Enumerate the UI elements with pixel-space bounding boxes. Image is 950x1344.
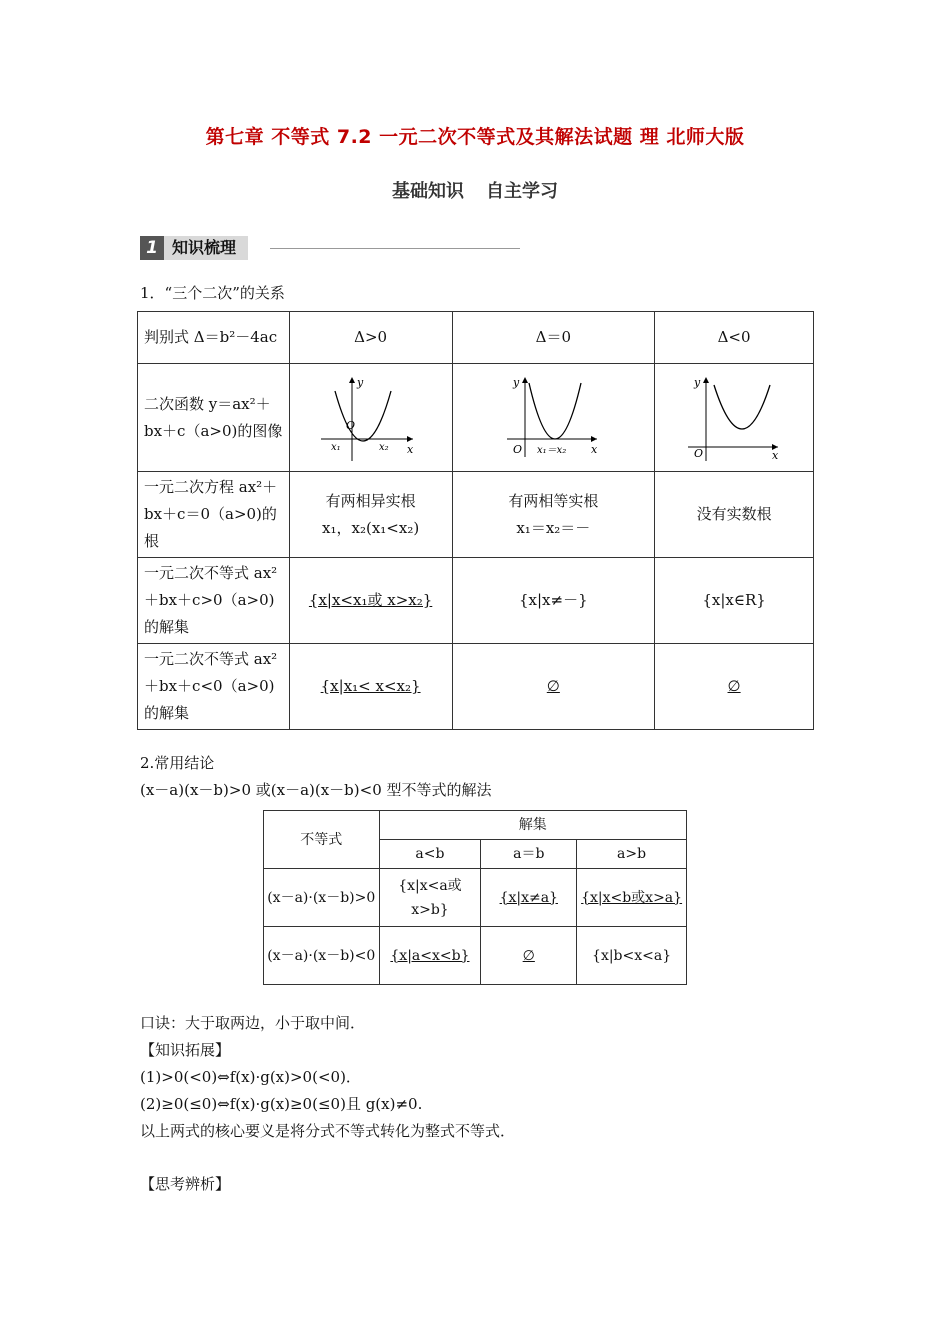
lt-solution-a-greater-b: {x|b<x<a} [577, 927, 687, 985]
graph-two-roots [289, 364, 452, 472]
extension-summary: 以上两式的核心要义是将分式不等式转化为整式不等式． [140, 1122, 516, 1140]
delta-negative-header: Δ<0 [655, 312, 814, 364]
item1-heading: 1．“三个二次”的关系 [140, 284, 285, 302]
gt-solution-two-roots: {x|x<x₁或 x>x₂} [289, 558, 452, 644]
svg-text:O: O [694, 446, 704, 460]
svg-text:x: x [591, 442, 598, 456]
extension-item-1: (1)>0(<0)⇔f(x)·g(x)>0(<0)． [140, 1068, 361, 1086]
svg-text:x₁＝x₂: x₁＝x₂ [537, 444, 567, 456]
roots-row-label: 一元二次方程 ax²＋bx＋c＝0（a>0)的根 [138, 472, 290, 558]
gt-solution-a-greater-b: {x|x<b或x>a} [577, 869, 687, 927]
three-quadratics-table [137, 311, 814, 730]
case-a-less-b: a<b [379, 840, 481, 869]
lt-solution-double-root: ∅ [452, 644, 655, 730]
roots-double: 有两相等实根 x₁＝x₂＝－ [452, 472, 655, 558]
item2-subheading: (x－a)(x－b)>0 或(x－a)(x－b)<0 型不等式的解法 [140, 781, 492, 799]
extension-item-2: (2)≥0(≤0)⇔f(x)·g(x)≥0(≤0)且 g(x)≠0. [140, 1095, 423, 1113]
gt-inequality-label: (x－a)·(x－b)>0 [264, 869, 380, 927]
svg-text:y: y [694, 375, 701, 389]
graph-no-root [655, 364, 814, 472]
roots-none: 没有实数根 [655, 472, 814, 558]
delta-positive-header: Δ>0 [289, 312, 452, 364]
lt-row-label: 一元二次不等式 ax²＋bx＋c<0（a>0)的解集 [138, 644, 290, 730]
extension-title: 【知识拓展】 [140, 1041, 231, 1059]
svg-text:x: x [772, 448, 779, 462]
svg-text:x₁: x₁ [330, 441, 341, 453]
page-title: 第七章 不等式 7.2 一元二次不等式及其解法试题 理 北师大版 [205, 126, 745, 148]
svg-text:O: O [513, 442, 523, 456]
factored-inequality-table [263, 810, 687, 985]
case-a-equal-b: a＝b [481, 840, 577, 869]
inequality-column-header: 不等式 [264, 811, 380, 869]
subsection-label: 知识梳理 [164, 236, 248, 260]
lt-inequality-label: (x－a)·(x－b)<0 [264, 927, 380, 985]
gt-solution-no-root: {x|x∈R} [655, 558, 814, 644]
graph-row-label: 二次函数 y＝ax²＋bx＋c（a>0)的图像 [138, 364, 290, 472]
gt-row-label: 一元二次不等式 ax²＋bx＋c>0（a>0)的解集 [138, 558, 290, 644]
section-title [0, 177, 950, 203]
lt-solution-two-roots: {x|x₁< x<x₂} [289, 644, 452, 730]
delta-zero-header: Δ＝0 [452, 312, 655, 364]
item2-heading: 2.常用结论 [140, 754, 215, 772]
case-a-greater-b: a>b [577, 840, 687, 869]
gt-solution-double-root: {x|x≠－} [452, 558, 655, 644]
subsection-rule [270, 248, 520, 249]
svg-text:O: O [345, 418, 355, 432]
lt-solution-no-root: ∅ [655, 644, 814, 730]
gt-solution-a-less-b: {x|x<a或x>b} [379, 869, 481, 927]
lt-solution-a-equal-b: ∅ [481, 927, 577, 985]
discriminant-header: 判别式 Δ＝b²－4ac [138, 312, 290, 364]
graph-double-root [452, 364, 655, 472]
section-title-left: 基础知识 [392, 181, 464, 202]
svg-text:x: x [406, 442, 413, 456]
svg-text:x₂: x₂ [378, 441, 389, 453]
subsection-number: 1 [140, 236, 164, 260]
gt-solution-a-equal-b: {x|x≠a} [481, 869, 577, 927]
think-analysis-title: 【思考辨析】 [140, 1175, 231, 1193]
svg-text:y: y [356, 375, 363, 389]
mnemonic: 口诀：大于取两边，小于取中间． [140, 1014, 366, 1032]
solution-column-header: 解集 [379, 811, 687, 840]
subsection-header [140, 236, 520, 262]
section-title-right: 自主学习 [486, 181, 558, 202]
lt-solution-a-less-b: {x|a<x<b} [379, 927, 481, 985]
roots-two-distinct: 有两相异实根 x₁，x₂(x₁<x₂) [289, 472, 452, 558]
svg-text:y: y [513, 375, 520, 389]
